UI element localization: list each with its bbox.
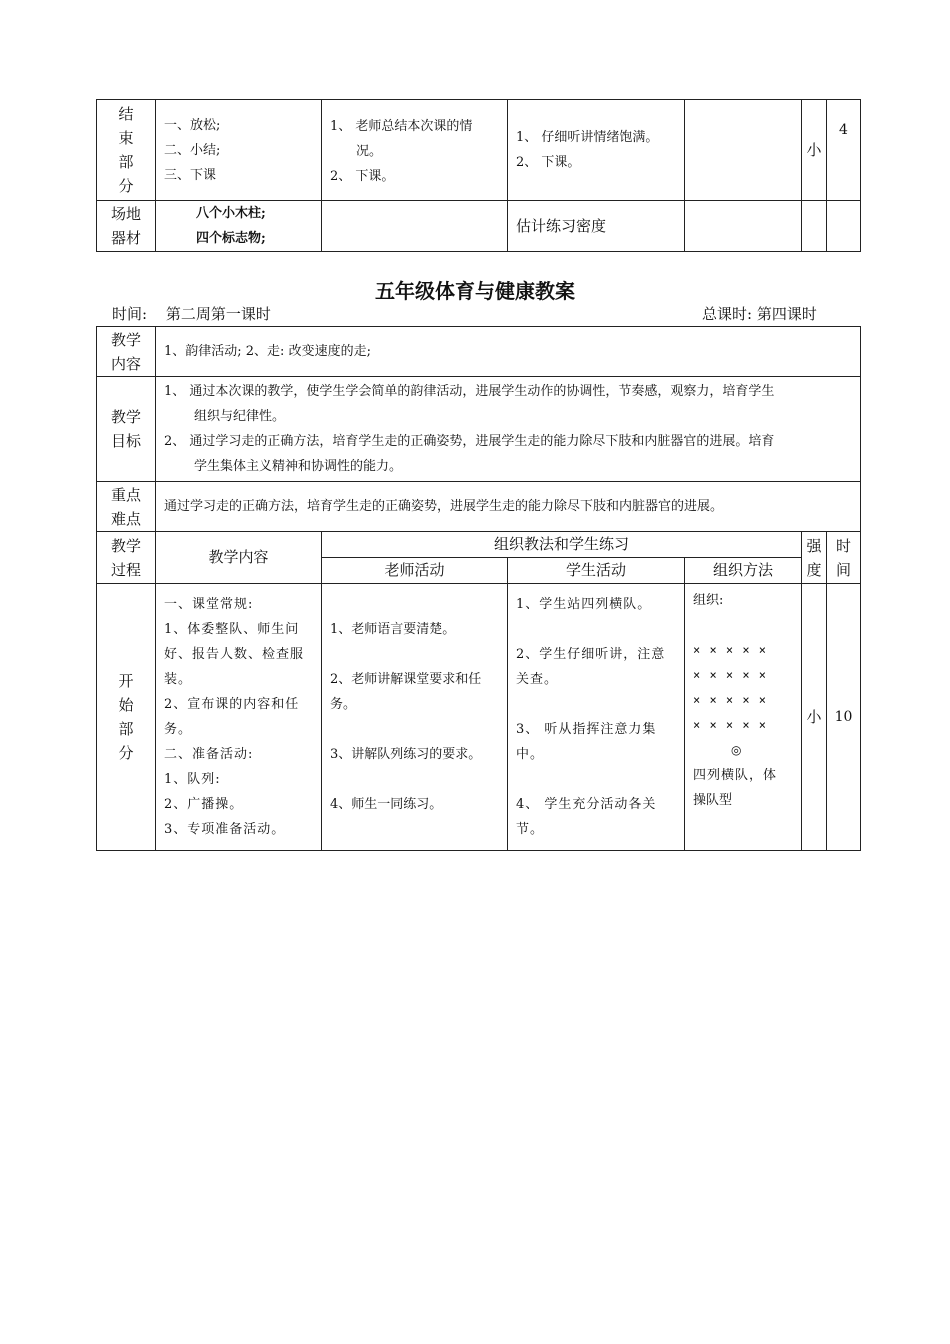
- start-section-teacher: 1、老师语言要清楚。 2、老师讲解课堂要求和任 务。 3、讲解队列练习的要求。 4、师生一同练习。: [322, 584, 508, 851]
- content-label: 教学 内容: [97, 327, 156, 377]
- end-section-label: 结 束 部 分: [97, 100, 156, 201]
- previous-plan-table: [96, 99, 861, 252]
- org-header: 组织教法和学生练习: [322, 532, 802, 558]
- equipment-empty: [322, 201, 508, 252]
- end-section-method: [685, 100, 802, 201]
- formation-row: × × × × ×: [693, 668, 768, 682]
- method-column-header: 组织方法: [685, 558, 802, 584]
- start-section-content: 一、课堂常规: 1、体委整队、师生问 好、报告人数、检查服 装。 2、宣布课的内容和任 务。 二、准备活动: 1、队列: 2、广播操。 3、专项准备活动。: [156, 584, 322, 851]
- start-section-intensity: 小: [802, 584, 827, 851]
- equipment-intensity: [802, 201, 827, 252]
- density-value: [685, 201, 802, 252]
- equipment-items: 八个小木柱; 四个标志物;: [156, 201, 322, 252]
- end-section-teacher: 1、 老师总结本次课的情 况。 2、 下课。: [322, 100, 508, 201]
- lesson-plan-table: [96, 326, 861, 851]
- goals-text: 1、 通过本次课的教学，使学生学会简单的韵律活动，进展学生动作的协调性，节奏感，观察力，培育学生 组织与纪律性。 2、 通过学习走的正确方法，培育学生走的正确姿势，进展学生走的能力除尽下肢和内脏器官的进展。培育 学生集体主义精神和协调性的能力。: [156, 377, 861, 482]
- method-label: 组织:: [693, 593, 724, 608]
- time-value: 第二周第一课时: [165, 305, 271, 323]
- total-value: 第四课时: [756, 305, 817, 323]
- formation-row: × × × × ×: [693, 718, 768, 732]
- process-label: 教学 过程: [97, 532, 156, 584]
- start-section-label: 开 始 部 分: [97, 584, 156, 851]
- end-section-time: 4: [827, 100, 861, 201]
- formation-row: × × × × ×: [693, 643, 768, 657]
- formation-row: × × × × ×: [693, 693, 768, 707]
- content-text: 1、韵律活动; 2、走: 改变速度的走;: [156, 327, 861, 377]
- lesson-time: [112, 303, 271, 324]
- time-label: 时间:: [112, 305, 148, 323]
- teacher-column-header: 老师活动: [322, 558, 508, 584]
- equipment-time: [827, 201, 861, 252]
- end-section-content: 一、放松; 二、小结; 三、下课: [156, 100, 322, 201]
- page-title: 五年级体育与健康教案: [375, 279, 575, 303]
- start-section-student: 1、学生站四列横队。 2、学生仔细听讲，注意 关查。 3、 听从指挥注意力集 中。 4、 学生充分活动各关 节。: [508, 584, 685, 851]
- total-label: 总课时:: [702, 305, 753, 323]
- density-label: 估计练习密度: [508, 201, 685, 252]
- student-column-header: 学生活动: [508, 558, 685, 584]
- time-header: 时 间: [827, 532, 861, 584]
- key-label: 重点 难点: [97, 482, 156, 532]
- key-text: 通过学习走的正确方法，培育学生走的正确姿势，进展学生走的能力除尽下肢和内脏器官的进展。: [156, 482, 861, 532]
- start-section-time: 10: [827, 584, 861, 851]
- content-column-header: 教学内容: [156, 532, 322, 584]
- intensity-header: 强 度: [802, 532, 827, 584]
- formation-diagram: [693, 638, 793, 763]
- equipment-label: 场地 器材: [97, 201, 156, 252]
- teacher-position-mark: ◎: [731, 743, 742, 757]
- start-section-method: 组织: × × × × × × × × × × × × × × × × × × × × ◎ 四列横队，体 操队型: [685, 584, 802, 851]
- end-section-student: 1、 仔细听讲情绪饱满。 2、 下课。: [508, 100, 685, 201]
- total-lessons: [702, 303, 817, 324]
- end-section-intensity: 小: [802, 100, 827, 201]
- goal-label: 教学 目标: [97, 377, 156, 482]
